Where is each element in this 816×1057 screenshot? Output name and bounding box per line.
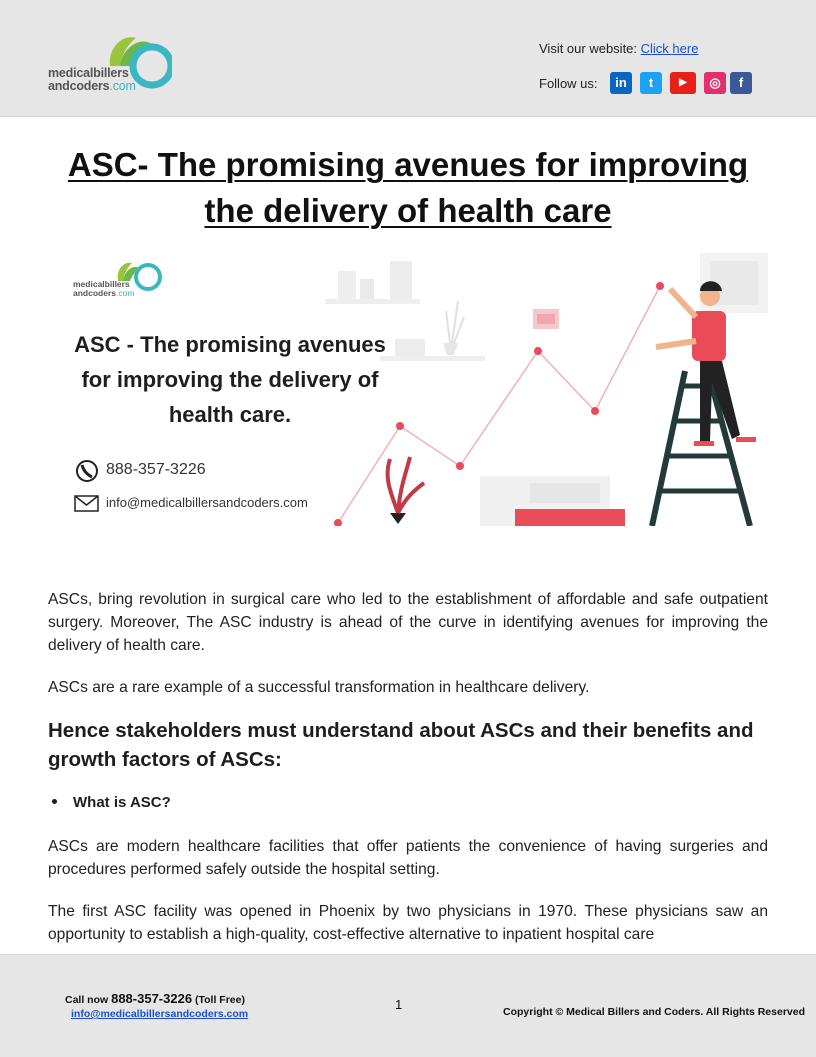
website-link[interactable]: Click here bbox=[640, 41, 699, 56]
follow-label: Follow us: bbox=[539, 76, 598, 91]
page-footer bbox=[0, 954, 816, 1057]
page-title: ASC- The promising avenues for improving the delivery of health care bbox=[67, 146, 749, 229]
page-header bbox=[0, 0, 816, 117]
footer-copyright: Copyright © Medical Billers and Coders. All Rights Reserved bbox=[503, 1006, 805, 1018]
footer-email-link[interactable]: info@medicalbillersandcoders.com bbox=[71, 1008, 249, 1020]
banner-logo-wordmark: medicalbillers andcoders.com bbox=[73, 279, 135, 298]
footer-call: Call now 888-357-3226 (Toll Free) bbox=[65, 991, 245, 1006]
facebook-icon[interactable]: f bbox=[730, 72, 752, 94]
paragraph-intro: ASCs, bring revolution in surgical care who led to the establishment of affordable and safe outpatient surgery. Moreover, The ASC industry is ahead of the curve in identifying avenues for improving the delivery of health care. bbox=[48, 591, 768, 654]
banner-email: info@medicalbillersandcoders.com bbox=[106, 495, 308, 510]
banner-phone: 888-357-3226 bbox=[106, 461, 206, 478]
paragraph-transformation: ASCs are a rare example of a successful transformation in healthcare delivery. bbox=[48, 679, 590, 696]
section-heading: Hence stakeholders must understand about ASCs and their benefits and growth factors of ASCs: bbox=[48, 719, 754, 771]
youtube-icon[interactable]: ▶ bbox=[670, 72, 696, 94]
banner-heading: ASC - The promising avenues for improving the delivery of health care. bbox=[74, 332, 386, 427]
linkedin-icon[interactable]: in bbox=[610, 72, 632, 94]
instagram-icon[interactable]: ◎ bbox=[704, 72, 726, 94]
visit-website: Visit our website: Click here bbox=[539, 41, 699, 56]
paragraph-definition: ASCs are modern healthcare facilities that offer patients the convenience of having surgeries and procedures performed safely outside the hospital setting. bbox=[48, 838, 768, 878]
page-number: 1 bbox=[395, 997, 403, 1012]
banner-image bbox=[60, 251, 768, 526]
bullet-item: What is ASC? bbox=[52, 794, 171, 811]
twitter-icon[interactable]: t bbox=[640, 72, 662, 94]
bullet-dot-icon bbox=[52, 799, 57, 804]
paragraph-history: The first ASC facility was opened in Phoenix by two physicians in 1970. These physicians saw an opportunity to establish a high-quality, cost-effective alternative to inpatient hospital care bbox=[48, 903, 768, 943]
logo-wordmark: medicalbillers andcoders.com bbox=[48, 66, 136, 93]
